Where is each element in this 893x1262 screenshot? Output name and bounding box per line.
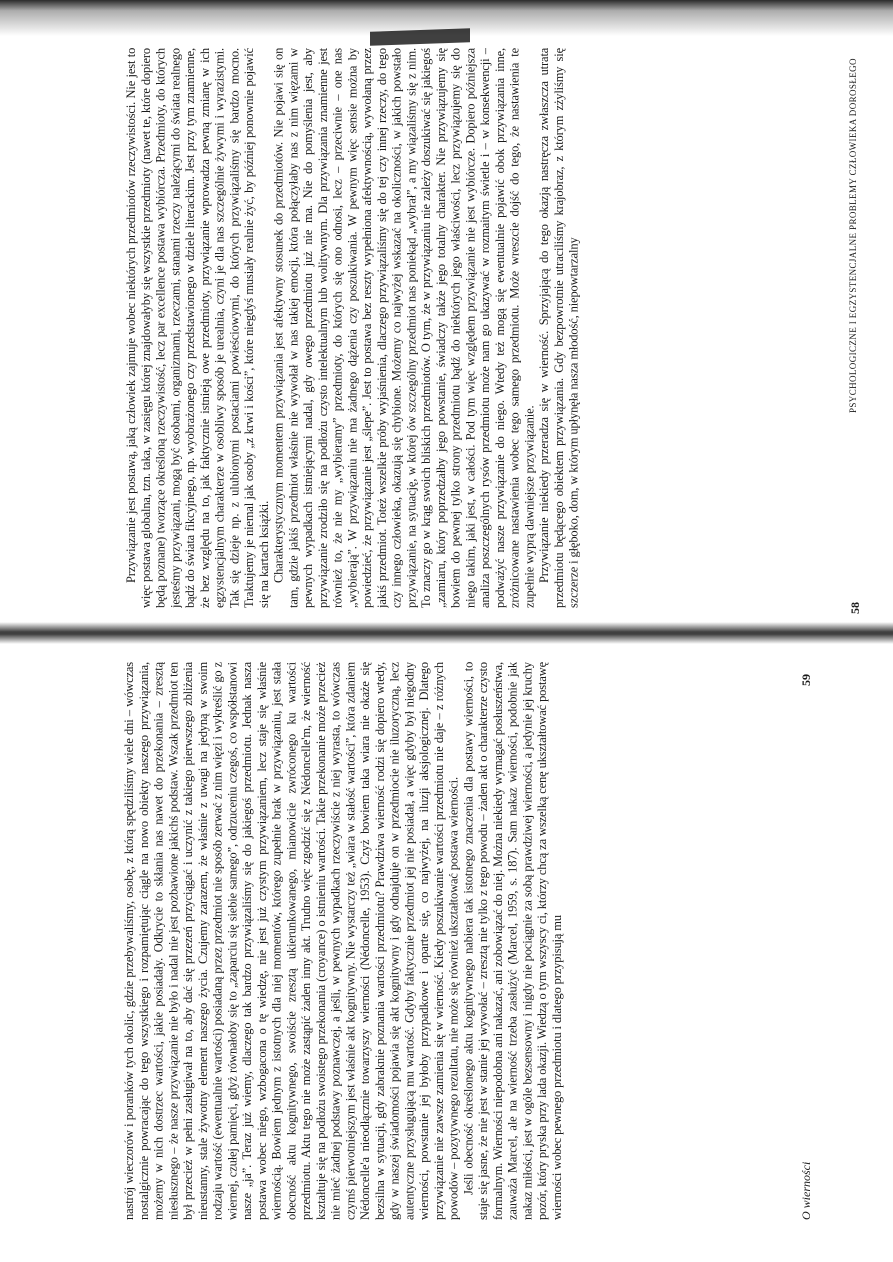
page-number-59: 59 [799, 674, 813, 686]
running-head-upper [848, 58, 863, 614]
running-head-lower [799, 674, 814, 1220]
running-head-title-lower: O wierności [799, 1161, 813, 1220]
running-head-title-upper: PSYCHOLOGICZNE I EGZYSTENCJALNE PROBLEMY CZŁOWIEKA DOROSŁEGO [848, 58, 858, 413]
page-58-text [124, 48, 789, 608]
page-59-text [122, 662, 782, 1220]
gutter-shadow [0, 622, 893, 644]
page-number-58: 58 [848, 602, 862, 614]
paragraph: Jeśli obecność określonego aktu kognitywnego nabiera tak istotnego znaczenia dla postawy wierności, to staje się jasne, że nie jest w stanie jej wywołać – zresztą nie tylko z tego powodu – żaden akt o charakterze czysto formalnym. Wierności niepodobna ani nakazać, ani zobowiązać do niej. Można niekiedy wymagać posłuszeństwa, zauważa Marcel, ale na wierność trzeba zasłużyć (Marcel, 1959, s. 187). Sam nakaz wierności, podobnie jak nakaz miłości, jest w ogóle bezsensowny i nigdy nie pociągnie za sobą prawdziwej wierności, a jedynie jej kruchy pozór, który pryska przy lada okazji. Wiedzą o tym wszyscy ci, którzy chcą za wszelką cenę ukształtować postawę wierności wobec pewnego przedmiotu i dlatego przypisują mu [461, 662, 564, 1220]
paragraph: Przywiązanie jest postawą, jaką człowiek zajmuje wobec niektórych przedmiotów rzeczywistości. Nie jest to więc postawa globalna, tzn. taka, w zasięgu której znajdowałyby się wszystkie przedmioty (nawet te, które dopiero będą poznane) tworzące określoną rzeczywistość, lecz par excellence postawa wybiórcza. Przedmioty, do których jesteśmy przywiązani, mogą być osobami, organizmami, rzeczami, stanami rzeczy należącymi do świata realnego bądź do świata fikcyjnego, np. wyobrażonego czy przedstawionego w dziele literackim. Jest przy tym znamienne, że bez względu na to, jak faktycznie istnieją owe przedmioty, przywiązanie wprowadza pewną zmianę w ich egzystencjalnym charakterze w osobliwy sposób je urealnia, czyni je dla nas szczególnie żywymi i wyrazistymi. Tak się dzieje np. z ulubionymi postaciami powieściowymi, do których przywiązaliśmy się bardzo mocno. Traktujemy je niemal jak osoby „z krwi i kości”, które niegdyś musiały realnie żyć, by później ponownie pojawić się na kartach książki. [124, 48, 271, 608]
paragraph: nastrój wieczorów i poranków tych okolic, gdzie przebywaliśmy, osobę, z którą spędziliśmy wiele dni – wówczas nostalgicznie powracając do tego wszystkiego i rozpamiętując ciągle na nowo obiekty naszego przywiązania, możemy w nich dostrzec wartości, jakie posiadały. Odkrycie to skłania nas nawet do przekonania – zresztą niesłusznego – że nasze przywiązanie nie było i nadal nie jest pozbawione jakichś podstaw. Wszak przedmiot ten był przecież w pełni zasługiwał na to, aby dać się przezeń przyciągać i uczynić z takiego pierwszego zbliżenia nieustanny, stale żywotny element naszego życia. Czujemy zarazem, że właśnie z uwagi na jedyną w swoim rodzaju wartość (ewentualnie wartości) posiadaną przez przedmiot nie sposób zerwać z nim więzi i wykreślić go z wiernej, czułej pamięci, gdyż równałoby się to „zaparciu się siebie samego”, odrzuceniu czegoś, co współstanowi nasze „ja”. Teraz już wiemy, dlaczego tak bardzo przywiązaliśmy się do jakiegoś przedmiotu. Jednak nasza postawa wobec niego, wzbogacona o tę wiedzę, nie jest już czystym przywiązaniem, lecz staje się właśnie wiernością. Bowiem jednym z istotnych dla niej momentów, którego zupełnie brak w przywiązaniu, jest stała obecność aktu kognitywnego, swoiście zresztą ukierunkowanego, mianowicie zwróconego ku wartości przedmiotu. Aktu tego nie może zastąpić żaden inny akt. Trudno więc zgodzić się z Nédoncelle'm, że wierność kształtuje się na podłożu swoistego przekonania (croyance) o istnieniu wartości. Takie przekonanie może przecież nie mieć żadnej podstawy poznawczej, a jeśli, w pewnych wypadkach rzeczywiście z niej wyrasta, to wówczas czymś pierwotniejszym jest właśnie akt kognitywny. Nie wystarczy też „wiara w stałość wartości”, która zdaniem Nédoncelle'a nieodłącznie towarzyszy wierności (Nédoncelle, 1953). Czyż bowiem taka wiara nie okaże się bezsilna w sytuacji, gdy zabraknie poznania wartości przedmiotu? Prawdziwa wierność rodzi się dopiero wtedy, gdy w naszej świadomości pojawia się akt kognitywny i gdy odnajduje on w przedmiocie nie iluzoryczną, lecz autentyczne przysługującą mu wartość. Gdyby faktycznie przedmiot jej nie posiadał, a więc gdyby był niegodny wierności, powstanie jej byłoby przypadkowe i oparte się, co najwyżej, na iluzji aksjologicznej. Dlatego przywiązanie nie zawsze zamienia się w wierność. Kiedy poszukiwanie wartości przedmiotu nie daje – z różnych powodów – pozytywnego rezultatu, nie może się również ukształtować postawa wierności. [122, 662, 461, 1220]
scan-blot [370, 28, 470, 45]
paragraph: Charakterystycznym momentem przywiązania jest afektywny stosunek do przedmiotów. Nie pojawi się on tam, gdzie jakiś przedmiot właśnie nie wywołał w nas takiej emocji, która połączyłaby nas z nim więzami w pewnych wypadkach istniejącymi nadal, gdy owego przedmiotu już nie ma. Nie do pomyślenia jest, aby przywiązanie zrodziło się na podłożu czysto intelektualnym lub wolitywnym. Dla przywiązania znamienne jest również to, że nie my „wybieramy” przedmioty, do których się ono odnosi, lecz – przeciwnie – one nas „wybierają”. W przywiązaniu nie ma żadnego dążenia czy poszukiwania. W pewnym więc sensie można by powiedzieć, że przywiązanie jest „ślepe”. Jest to postawa bez reszty wypełniona afektywnością, wywołaną przez jakiś przedmiot. Toteż wszelkie próby wyjaśnienia, dlaczego przywiązaliśmy się do tej czy innej rzeczy, do tego czy innego człowieka, okazują się chybione. Możemy co najwyżej wskazać na okoliczności, w jakich powstało przywiązanie, na sytuację, w której ów szczególny przedmiot nas poniekąd „wybrał”, a my wiązaliśmy się z nim. To znaczy go w krąg swoich bliskich przedmiotów. O tym, że w przywiązaniu nie zależy doszukiwać się jakiegoś „zamiaru, który poprzedzałby jego powstanie, świadczy także jego totalny charakter. Nie przywiązujemy się bowiem do pewnej tylko strony przedmiotu bądź do niektórych jego właściwości, lecz przywiązujemy się do niego takim, jaki jest, w całości. Pod tym więc względem przywiązanie nie jest wybiórcze. Dopiero późniejsza analiza poszczególnych rysów przedmiotu może nam go ukazywać w rozmaitym świetle i – w konsekwencji – podważyć nasze przywiązanie do niego. Wtedy też mogą się ewentualnie pojawić obok przywiązania inne, zróżnicowane nastawienia wobec tego samego przedmiotu. Może wreszcie dojść do tego, że nastawienia te zupełnie wyprą dawniejsze przywiązanie. [271, 48, 537, 608]
paragraph: Przywiązanie niekiedy przeradza się w wierność. Sprzyjającą do tego okazją nastręcza zwłaszcza utrata przedmiotu będącego obiektem przywiązania. Gdy bezpowrotnie utraciliśmy krajobraz, z którym zżyliśmy się szczerze i głęboko, dom, w którym upłynęła nasza młodość, niepowtarzalny [537, 48, 581, 608]
